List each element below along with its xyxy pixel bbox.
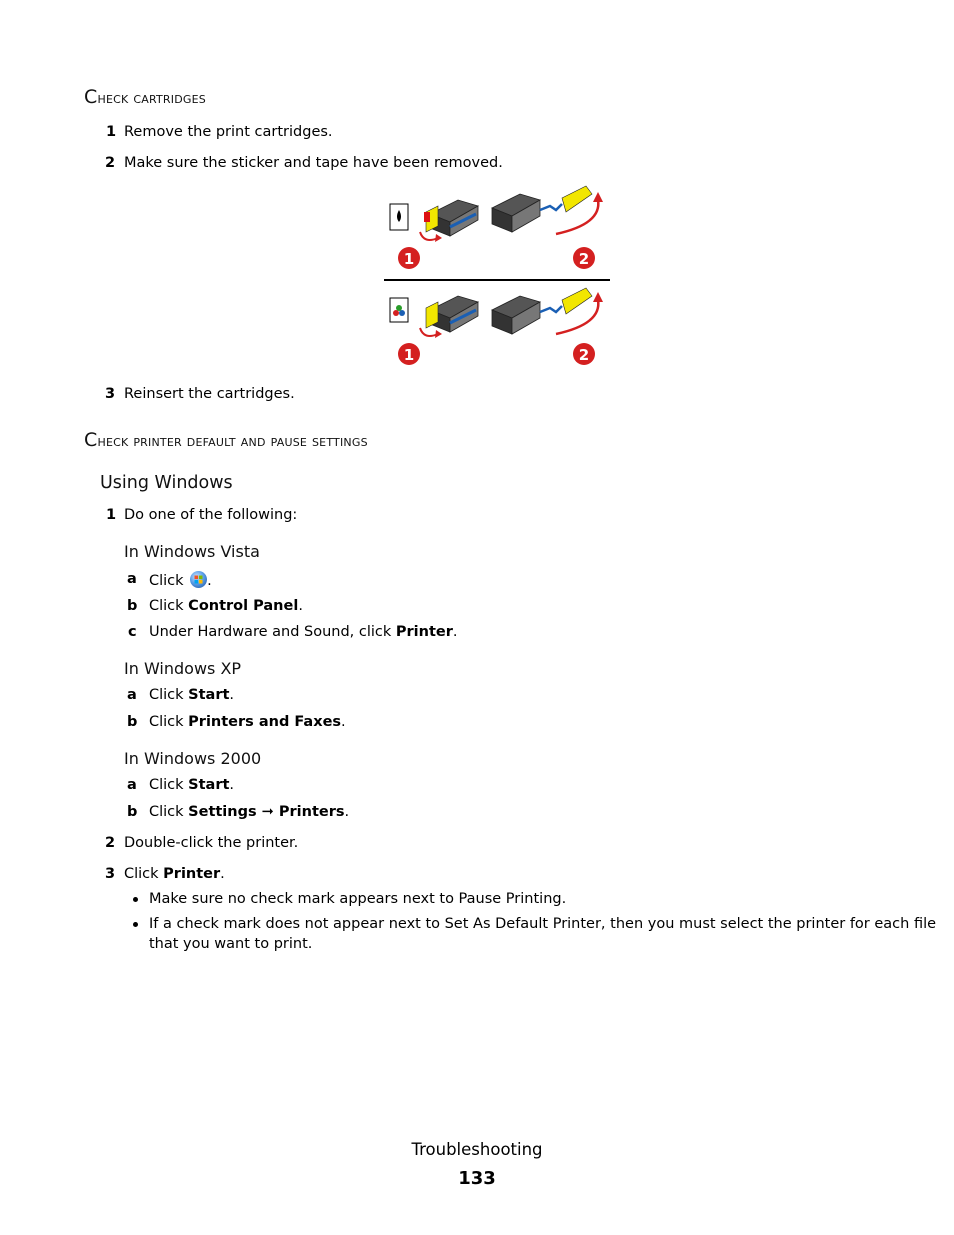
badge-label: 1: [403, 346, 415, 364]
substep-text: [149, 571, 212, 589]
substep-letter: a: [127, 687, 137, 703]
cartridge-2-icon: [492, 186, 592, 232]
subheading-using-windows: Using Windows: [100, 473, 233, 493]
step-number: 3: [105, 386, 116, 402]
step-number: 1: [106, 507, 117, 523]
heading-rest: heck printer default and pause settings: [97, 432, 368, 450]
step-text: Do one of the following:: [124, 507, 298, 523]
text: .: [229, 687, 235, 703]
bullet-icon: [133, 897, 138, 902]
ui-term: Start: [188, 777, 230, 793]
substep-text: [149, 598, 303, 614]
color-cartridge-1-icon: [426, 296, 478, 332]
bullet-text: If a check mark does not appear next to Set As Default Printer, then you must select the printer for each file: [149, 916, 937, 932]
bullet-icon: [133, 922, 138, 927]
text: .: [220, 866, 225, 882]
section-heading-printer-settings: [84, 429, 368, 451]
subheading-windows-xp: In Windows XP: [124, 659, 242, 678]
text: .: [229, 777, 235, 793]
ui-term: Printer: [163, 866, 221, 882]
text: .: [207, 573, 212, 589]
subheading-windows-2000: In Windows 2000: [124, 749, 262, 768]
text: Click: [149, 714, 189, 730]
ui-term: Settings: [188, 804, 257, 820]
menu-arrow-icon: ➞: [256, 804, 279, 820]
heading-initial: C: [84, 429, 98, 451]
substep-text: [149, 624, 458, 640]
text: .: [341, 714, 346, 730]
cartridge-illustration: [380, 182, 615, 372]
substep-letter: c: [128, 624, 137, 640]
subheading-windows-vista: In Windows Vista: [124, 542, 260, 561]
text: Click: [149, 804, 189, 820]
substep-text: [149, 804, 349, 820]
substep-text: [149, 687, 234, 703]
rotate-arrow-icon: [420, 232, 438, 240]
substep-letter: a: [127, 571, 137, 587]
substep-letter: a: [127, 777, 137, 793]
cartridge-1-icon: [424, 200, 478, 236]
substep-text: [149, 777, 234, 793]
substep-text: [149, 714, 346, 730]
step-text: Remove the print cartridges.: [124, 124, 333, 140]
text: Click: [149, 777, 189, 793]
ui-term: Printers and Faxes: [188, 714, 342, 730]
badge-label: 2: [578, 346, 590, 364]
badge-label: 2: [578, 250, 590, 268]
text: Click: [149, 598, 189, 614]
badge-label: 1: [403, 250, 415, 268]
step-number: 2: [105, 835, 116, 851]
text: Click: [149, 687, 189, 703]
footer-section-label: Troubleshooting: [411, 1140, 543, 1159]
text: Under Hardware and Sound, click: [149, 624, 396, 640]
substep-letter: b: [127, 804, 138, 820]
ui-term: Printers: [278, 804, 345, 820]
substep-letter: b: [127, 598, 138, 614]
text: Click: [124, 866, 164, 882]
step-number: 3: [105, 866, 116, 882]
substep-letter: b: [127, 714, 138, 730]
step-number: 1: [106, 124, 117, 140]
row1-figures: [390, 186, 603, 269]
text: .: [344, 804, 350, 820]
section-heading-check-cartridges: [84, 86, 206, 108]
row2-figures: [390, 288, 603, 365]
step-number: 2: [105, 155, 116, 171]
text: .: [298, 598, 303, 614]
heading-rest: heck cartridges: [97, 89, 206, 107]
windows-start-orb-icon: [190, 571, 207, 588]
step-text: Make sure the sticker and tape have been removed.: [124, 155, 503, 171]
heading-initial: C: [84, 86, 98, 108]
ui-term: Start: [188, 687, 230, 703]
ui-term: Control Panel: [188, 598, 299, 614]
step-text: Reinsert the cartridges.: [124, 386, 295, 402]
rotate-arrow-icon: [420, 328, 438, 336]
step-text: [124, 866, 225, 882]
page-number: 133: [458, 1168, 496, 1189]
text: .: [452, 624, 458, 640]
step-text: Double-click the printer.: [124, 835, 299, 851]
bullet-text-continued: that you want to print.: [149, 936, 313, 952]
text: Click: [149, 573, 184, 589]
bullet-text: Make sure no check mark appears next to Pause Printing.: [149, 891, 567, 907]
ui-term: Printer: [395, 624, 453, 640]
